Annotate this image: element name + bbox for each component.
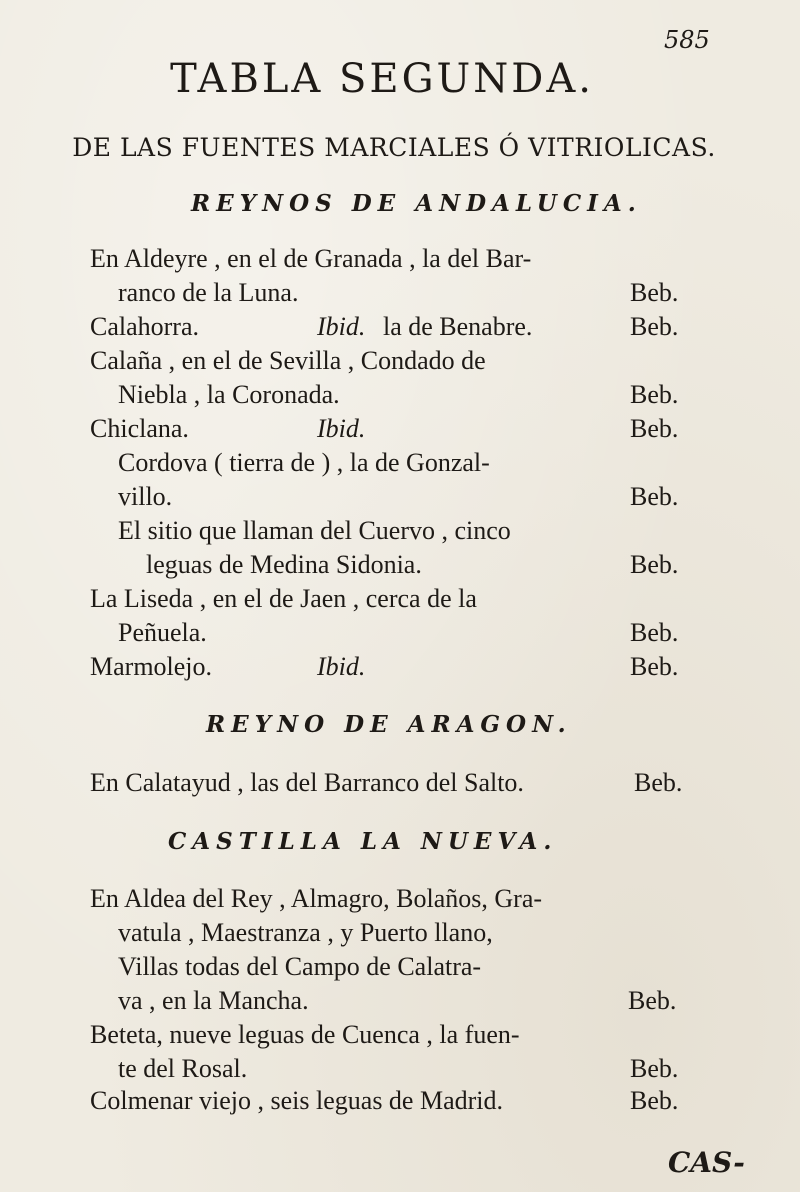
beb-label: Beb. <box>630 414 679 443</box>
entry-line: Cordova ( tierra de ) , la de Gonzal- <box>118 448 490 477</box>
beb-label: Beb. <box>634 768 683 797</box>
beb-label: Beb. <box>628 986 677 1015</box>
entry-line: te del Rosal. <box>118 1054 248 1083</box>
entry-line: Villas todas del Campo de Calatra- <box>118 952 482 981</box>
entry-ibid: Ibid. <box>317 652 366 681</box>
page-title: TABLA SEGUNDA. <box>170 56 594 102</box>
entry-line: En Aldea del Rey , Almagro, Bolaños, Gra- <box>90 884 543 913</box>
entry-place: Calahorra. <box>90 312 200 341</box>
beb-label: Beb. <box>630 618 679 647</box>
entry-line: villo. <box>118 482 173 511</box>
beb-label: Beb. <box>630 652 679 681</box>
entry-place: Marmolejo. <box>90 652 213 681</box>
entry-line: Calaña , en el de Sevilla , Condado de <box>90 346 486 375</box>
entry-line: La Liseda , en el de Jaen , cerca de la <box>90 584 477 613</box>
entry-place: Chiclana. <box>90 414 189 443</box>
beb-label: Beb. <box>630 312 679 341</box>
entry-line: Peñuela. <box>118 618 207 647</box>
page-number: 585 <box>664 26 710 54</box>
beb-label: Beb. <box>630 482 679 511</box>
beb-label: Beb. <box>630 550 679 579</box>
beb-label: Beb. <box>630 1086 679 1115</box>
beb-label: Beb. <box>630 278 679 307</box>
entry-line: El sitio que llaman del Cuervo , cinco <box>118 516 511 545</box>
entry-ibid: Ibid. <box>317 414 366 443</box>
catchword: CAS- <box>668 1146 745 1179</box>
beb-label: Beb. <box>630 1054 679 1083</box>
entry-rest: la de Benabre. <box>383 312 533 341</box>
beb-label: Beb. <box>630 380 679 409</box>
entry-ibid: Ibid. <box>317 312 366 341</box>
entry-line: va , en la Mancha. <box>118 986 309 1015</box>
entry-line: Niebla , la Coronada. <box>118 380 340 409</box>
entry-line: leguas de Medina Sidonia. <box>146 550 422 579</box>
section-heading-aragon: REYNO DE ARAGON. <box>206 711 572 738</box>
section-heading-castilla: CASTILLA LA NUEVA. <box>168 828 558 855</box>
entry-line: En Calatayud , las del Barranco del Salto. <box>90 768 524 797</box>
entry-line: Colmenar viejo , seis leguas de Madrid. <box>90 1086 504 1115</box>
section-heading-andalucia: REYNOS DE ANDALUCIA. <box>191 190 642 217</box>
page-subtitle: DE LAS FUENTES MARCIALES Ó VITRIOLICAS. <box>72 133 716 162</box>
entry-line: Beteta, nueve leguas de Cuenca , la fuen- <box>90 1020 520 1049</box>
entry-line: vatula , Maestranza , y Puerto llano, <box>118 918 493 947</box>
entry-line: ranco de la Luna. <box>118 278 299 307</box>
entry-line: En Aldeyre , en el de Granada , la del Bar- <box>90 244 532 273</box>
